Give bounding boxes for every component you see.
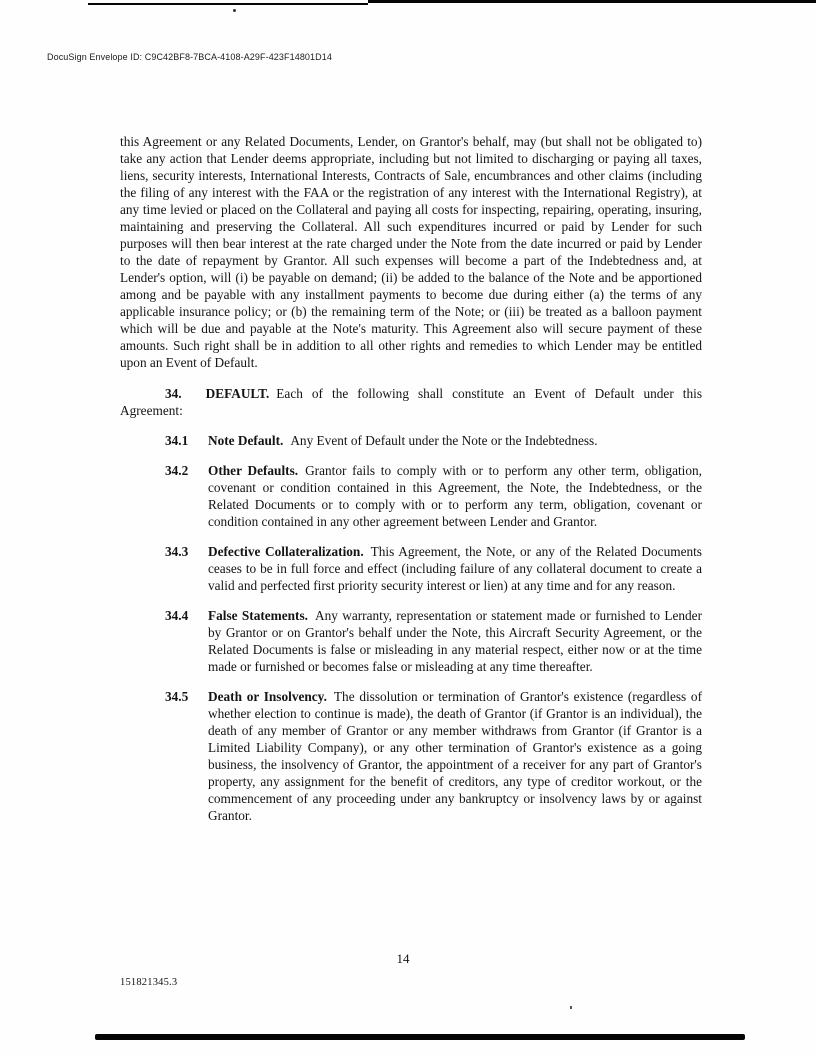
section-number: 34. <box>165 386 182 401</box>
item-number: 34.4 <box>165 608 189 623</box>
item-text: Grantor fails to comply with or to perform any other term, obligation, covenant or condition contained in this Agreement, the Note, the Indebtedness, or the Related Documents or to comply with or to perform any term, obligation, covenant or condition contained in any other agreement between Lender and Grantor. <box>208 463 702 529</box>
default-item <box>165 607 702 675</box>
default-item <box>165 688 702 824</box>
item-body <box>208 432 702 449</box>
item-title: Death or Insolvency. <box>208 689 327 704</box>
item-text: Any warranty, representation or statement made or furnished to Lender by Grantor or on Grantor's behalf under the Note, this Aircraft Security Agreement, or the Related Documents is false or misleading in any material respect, either now or at the time made or furnished or becomes false or misleading at any time thereafter. <box>208 608 703 674</box>
scan-artifact-top-right <box>368 0 816 3</box>
item-number: 34.3 <box>165 544 189 559</box>
item-number: 34.5 <box>165 689 189 704</box>
item-body <box>208 607 702 675</box>
scan-artifact-bottom-bar <box>95 1034 745 1040</box>
document-body <box>120 133 702 824</box>
page-number: 14 <box>396 951 410 966</box>
scan-artifact-dot <box>233 9 236 12</box>
default-item <box>165 462 702 530</box>
item-body <box>208 543 702 594</box>
item-number: 34.1 <box>165 433 189 448</box>
item-text: This Agreement, the Note, or any of the Related Documents ceases to be in full force and effect (including failure of any collateral document to create a valid and perfected first priority security interest or lien) at any time and for any reason. <box>208 544 702 593</box>
intro-paragraph: this Agreement or any Related Documents, Lender, on Grantor's behalf, may (but shall not be obligated to) take any action that Lender deems appropriate, including but not limited to discharging or paying all taxes, liens, security interests, International Interests, Contracts of Sale, encumbrances and other claims (including the filing of any interest with the FAA or the registration of any interest with the International Registry), at any time levied or placed on the Collateral and paying all costs for inspecting, repairing, operating, insuring, maintaining and preserving the Collateral. All such expenditures incurred or paid by Lender for such purposes will then bear interest at the rate charged under the Note from the date incurred or paid by Lender to the date of repayment by Grantor. All such expenses will become a part of the Indebtedness and, at Lender's option, will (i) be payable on demand; (ii) be added to the balance of the Note and be apportioned among and be payable with any installment payments to become due during either (a) the terms of any applicable insurance policy; or (b) the remaining term of the Note; or (iii) be treated as a balloon payment which will be due and payable at the Note's maturity. This Agreement also will secure payment of these amounts. Such right shall be in addition to all other rights and remedies to which Lender may be entitled upon an Event of Default. <box>120 134 702 370</box>
item-title: Other Defaults. <box>208 463 299 478</box>
default-item <box>165 543 702 594</box>
item-title: Note Default. <box>208 433 284 448</box>
scan-artifact-speck <box>570 1006 572 1009</box>
item-title: Defective Collateralization. <box>208 544 364 559</box>
footer-document-id: 151821345.3 <box>120 977 178 988</box>
docusign-envelope-id: DocuSign Envelope ID: C9C42BF8-7BCA-4108-A29F-423F14801D14 <box>47 52 332 62</box>
item-body <box>208 688 702 824</box>
item-text: Any Event of Default under the Note or the Indebtedness. <box>290 433 598 448</box>
item-body <box>208 462 702 530</box>
section-title: DEFAULT. <box>205 386 270 401</box>
default-item <box>165 432 702 449</box>
item-title: False Statements. <box>208 608 308 623</box>
section-heading <box>120 385 702 419</box>
item-text: The dissolution or termination of Grantor's existence (regardless of whether election to continue is made), the death of Grantor (if Grantor is an individual), the death of any member of Grantor or any member withdraws from Grantor (if Grantor is a Limited Liability Company), or any other termination of Grantor's existence as a going business, the insolvency of Grantor, the appointment of a receiver for any part of Grantor's property, any assignment for the benefit of creditors, any type of creditor workout, or the commencement of any proceeding under any bankruptcy or insolvency laws by or against Grantor. <box>208 689 703 823</box>
scan-artifact-top-left <box>88 3 368 5</box>
section-text: Each of the following shall constitute an Event of Default under this Agreement: <box>120 386 702 418</box>
item-number: 34.2 <box>165 463 189 478</box>
